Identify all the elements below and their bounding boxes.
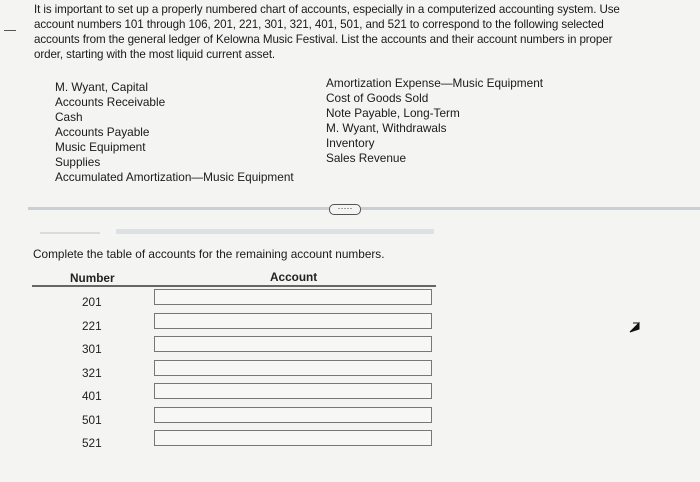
account-input-301[interactable] xyxy=(154,336,432,352)
faint-divider xyxy=(116,229,434,234)
account-item: Accumulated Amortization—Music Equipment xyxy=(55,170,294,184)
account-item: Cost of Goods Sold xyxy=(326,91,429,105)
account-item: Accounts Receivable xyxy=(55,95,166,109)
account-input-501[interactable] xyxy=(154,407,432,423)
account-input-321[interactable] xyxy=(154,360,432,376)
account-item: M. Wyant, Capital xyxy=(55,80,148,94)
expand-button[interactable]: ····· xyxy=(329,204,361,215)
account-item: Music Equipment xyxy=(55,140,146,154)
column-header-number: Number xyxy=(70,271,115,285)
account-item: M. Wyant, Withdrawals xyxy=(326,121,447,135)
prompt-line: account numbers 101 through 106, 201, 221, 301, 321, 401, 501, and 521 to correspond to the following selected xyxy=(34,18,604,31)
account-list-right xyxy=(326,76,543,166)
account-input-201[interactable] xyxy=(154,289,432,305)
account-item: Sales Revenue xyxy=(326,151,407,165)
prompt-line: accounts from the general ledger of Kelowna Music Festival. List the accounts and their account numbers in proper xyxy=(34,33,613,46)
account-list-left xyxy=(55,80,294,185)
account-item: Inventory xyxy=(326,136,375,150)
account-item: Amortization Expense—Music Equipment xyxy=(326,76,544,90)
account-number: 501 xyxy=(82,413,102,427)
account-item: Supplies xyxy=(55,155,101,169)
section-divider xyxy=(28,207,700,210)
account-input-401[interactable] xyxy=(154,383,432,399)
table-instruction: Complete the table of accounts for the remaining account numbers. xyxy=(33,247,385,261)
account-input-221[interactable] xyxy=(154,313,432,329)
header-underline xyxy=(32,285,436,287)
account-number: 201 xyxy=(82,295,102,309)
account-number: 301 xyxy=(82,342,102,356)
account-item: Note Payable, Long-Term xyxy=(326,106,460,120)
account-item: Cash xyxy=(55,110,83,124)
column-header-account: Account xyxy=(270,270,318,284)
account-item: Accounts Payable xyxy=(55,125,150,139)
account-number: 321 xyxy=(82,366,102,380)
account-number: 521 xyxy=(82,436,102,450)
prompt-line: It is important to set up a properly numbered chart of accounts, especially in a computerized accounting system. Use xyxy=(34,3,620,16)
account-number: 221 xyxy=(82,319,102,333)
question-prompt xyxy=(34,2,674,62)
faint-divider xyxy=(40,232,100,234)
account-input-521[interactable] xyxy=(154,430,432,446)
mouse-pointer-icon xyxy=(628,320,642,334)
margin-mark xyxy=(4,30,16,31)
account-number: 401 xyxy=(82,389,102,403)
prompt-line: order, starting with the most liquid current asset. xyxy=(34,48,276,61)
